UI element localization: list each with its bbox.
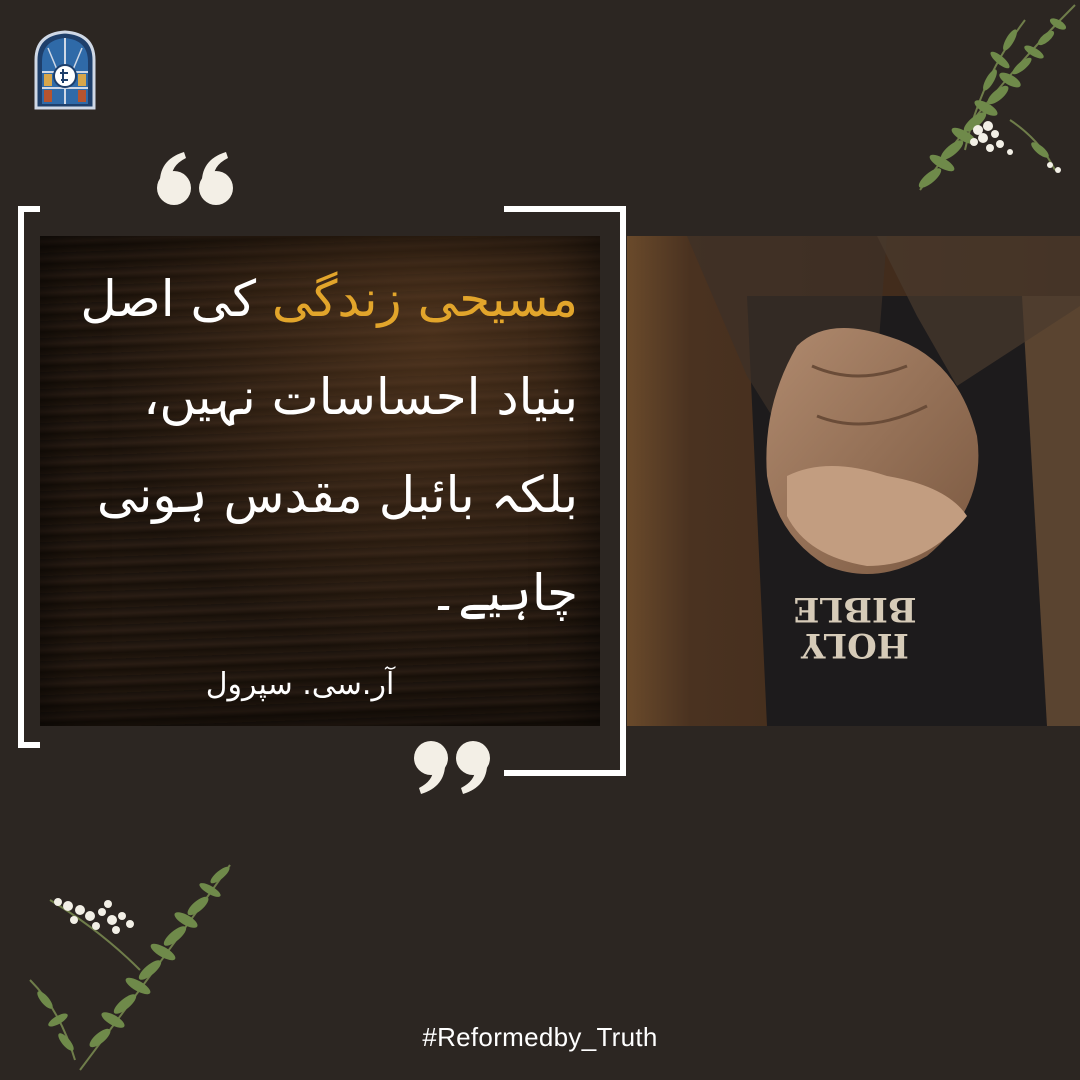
quote-line-4: چاہیے۔ (428, 564, 578, 622)
quote-text (58, 250, 578, 642)
quote-line-3: بلکہ بائبل مقدس ہونی (96, 466, 578, 524)
book-title-line1: BIBLE (793, 589, 917, 629)
praying-hands-bible-photo (627, 236, 1080, 726)
open-quote-icon (152, 150, 242, 210)
book-title-line2: HOLY (801, 625, 909, 665)
quote-highlight: مسیحی زندگی (271, 270, 578, 328)
quote-author: آر.سی. سپرول (205, 667, 395, 702)
stained-glass-logo (30, 28, 100, 110)
quote-line-1-rest: کی اصل (80, 270, 272, 328)
quote-line-1 (58, 250, 578, 348)
close-quote-icon (405, 736, 495, 796)
quote-line-2: بنیاد احساسات نہیں، (143, 368, 578, 426)
hashtag-footer: #Reformedby_Truth (422, 1022, 658, 1052)
flower-sprig-top-decoration (850, 0, 1080, 215)
left-bracket-frame (18, 206, 40, 748)
